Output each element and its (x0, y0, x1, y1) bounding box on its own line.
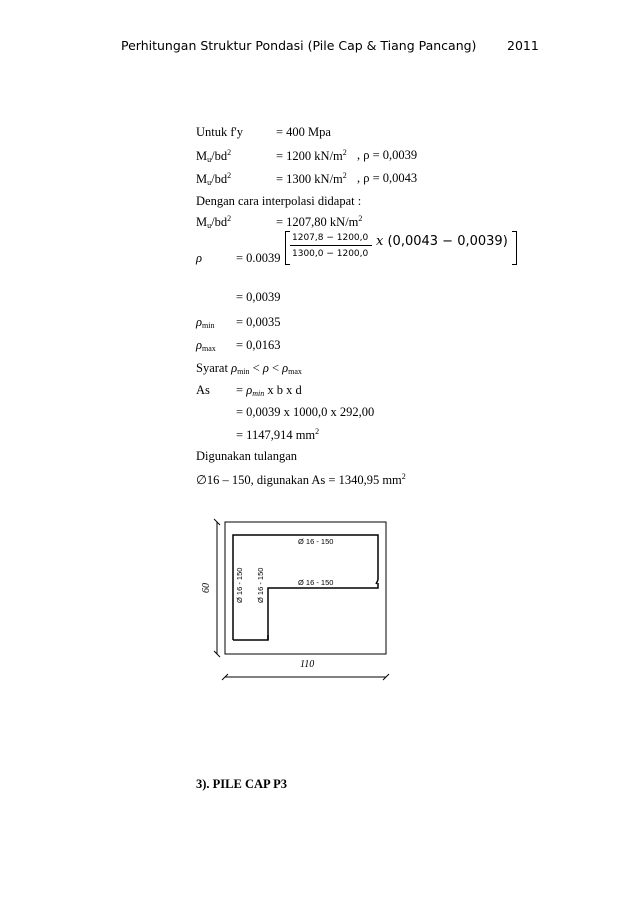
rho-value: = 0.0039 (236, 251, 281, 265)
mu1-label: $M_u/bd^2$ (196, 148, 232, 164)
as-line-3: = 1147,914 $mm^2$ (236, 427, 320, 442)
rhomin-label: $\rho_{min}$ (196, 315, 215, 330)
mu2-value: = 1300 $kN/m^2$ (276, 171, 347, 186)
label-right-vertical-rebar: Ø 16 - 150 (256, 567, 265, 603)
label-top-rebar: Ø 16 - 150 (298, 537, 334, 546)
rebar-middle (268, 583, 378, 640)
header-year: 2011 (507, 38, 539, 53)
label-middle-rebar: Ø 16 - 150 (298, 578, 334, 587)
label-left-vertical-rebar: Ø 16 - 150 (235, 567, 244, 603)
rho-result: = 0,0039 (236, 290, 281, 304)
fraction-numerator: 1207,8 − 1200,0 (292, 233, 369, 243)
height-dimension-label: 60 (201, 583, 212, 593)
rhomax-label: $\rho_{max}$ (196, 338, 216, 353)
rhomin-value: = 0,0035 (236, 315, 281, 329)
interpolation-text: Dengan cara interpolasi didapat : (196, 194, 362, 208)
mu1-value: = 1200 $kN/m^2$ (276, 148, 347, 163)
as-label: As (196, 383, 210, 397)
mu3-value: = 1207,80 $kN/m^2$ (276, 214, 363, 229)
reinforcement-diagram (190, 515, 410, 685)
mu3-label: $M_u/bd^2$ (196, 214, 232, 230)
fy-value: = 400 Mpa (276, 125, 331, 139)
rebar-bottom-left (233, 635, 268, 640)
fraction-denominator: 1300,0 − 1200,0 (292, 249, 369, 259)
header-title: Perhitungan Struktur Pondasi (Pile Cap & Tiang Pancang) (121, 38, 477, 53)
tulangan-detail: ∅16 – 150, digunakan As = 1340,95 $mm^2$ (196, 472, 406, 487)
section-title: 3). PILE CAP P3 (196, 777, 287, 791)
syarat-line: Syarat $\rho_{min} < \rho < \rho_{max}$ (196, 361, 302, 376)
mu2-label: $M_u/bd^2$ (196, 171, 232, 187)
as-line-2: = 0,0039 x 1000,0 x 292,00 (236, 405, 375, 419)
bracket-right (512, 231, 517, 265)
mu2-rho: , ρ = 0,0043 (357, 171, 418, 185)
rho-symbol: ρ (196, 251, 202, 265)
tulangan-text: Digunakan tulangan (196, 449, 298, 463)
fraction-bar (290, 245, 372, 246)
rhomax-value: = 0,0163 (236, 338, 281, 352)
as-formula: = $\rho_{min}$ x b x d (236, 383, 302, 398)
width-dimension-label: 110 (300, 659, 315, 670)
bracket-left (285, 231, 290, 265)
mu1-rho: , ρ = 0,0039 (357, 148, 418, 162)
multiplier-expression: x (0,0043 − 0,0039) (376, 234, 508, 249)
fy-label: Untuk f'y (196, 125, 244, 139)
